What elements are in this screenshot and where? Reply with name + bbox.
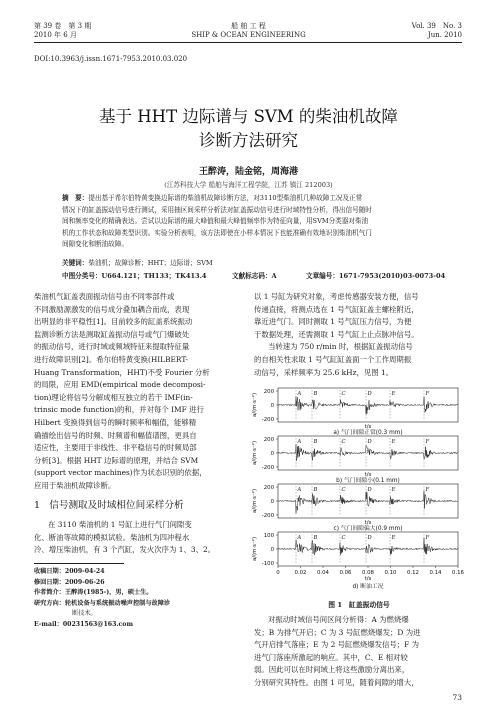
- text-line: Hilbert 变换得到信号的瞬时频率和幅值，能够精: [34, 417, 197, 427]
- author-email: E-mail：00231563@163.com: [34, 620, 133, 628]
- text-line: 对振动时域信号间区间分析得：A 为燃烧爆: [268, 615, 409, 624]
- signal-trace: [278, 397, 458, 415]
- text-line: 的自相关性求取 1 号气缸缸盖面一个工作周期振: [254, 354, 412, 364]
- text-line: 气开启排气落座；E 为 2 号缸燃烧爆发信号；F 为: [254, 640, 420, 650]
- abstract-line: 机的工作状态和故障类型识别。实验分析表明，该方法即使在小样本情况下也能准确有效地识别柴油机气门: [62, 228, 372, 237]
- event-label: C: [341, 439, 346, 445]
- x-axis-label: t/s: [364, 520, 372, 526]
- text-line: 监测诊断方法是测取缸盖振动信号或气门爆破处: [34, 329, 190, 339]
- text-line: 确描绘出信号的时频、时频谱和幅值谱图，更具自: [34, 430, 197, 440]
- section1-paragraph: [34, 519, 242, 557]
- y-tick-label: -200: [261, 513, 274, 519]
- text-line: 适应性，主要用于非线性、非平稳信号的时频局部: [34, 443, 197, 453]
- right-paragraph-top: [254, 291, 464, 379]
- text-line: 分别研究其特性。由图 1 可见，随着间隙的增大，: [254, 677, 419, 687]
- x-tick-label: 0.10: [384, 570, 397, 576]
- figure-caption: 图 1 缸盖振动信号: [328, 601, 390, 609]
- paper-title-line2: 诊断方法研究: [199, 131, 298, 150]
- y-tick-label: -200: [261, 417, 274, 423]
- y-axis-label: a/(m·s⁻²): [252, 488, 258, 514]
- panel-caption: b) 气门间隙小(0.1 mm): [336, 478, 400, 484]
- event-label: E: [391, 439, 396, 445]
- text-line: 进气门落座所激起的响应。其中，C、E 相对较: [254, 652, 408, 662]
- panel-caption: c) 气门间隙偏大(0.9 mm): [333, 526, 403, 532]
- abstract-label: 摘 要：: [62, 194, 89, 202]
- paper-affiliation: (江苏科技大学 船舶与海洋工程学院，江苏 镇江 212003): [164, 181, 333, 189]
- event-label: F: [425, 487, 430, 493]
- x-axis-label: t/s: [364, 472, 372, 478]
- event-label: A: [297, 535, 302, 541]
- y-tick-label: -100: [261, 561, 274, 567]
- y-tick-label: -200: [261, 465, 274, 471]
- text-line: 化、断油等故障的模拟试验。柴油机为四冲程水: [34, 532, 190, 542]
- received-date: 收稿日期：2009-04-24: [34, 568, 105, 575]
- event-label: D: [367, 487, 372, 493]
- abstract-line: 间隙变化和断油故障。: [62, 240, 128, 249]
- event-label: D: [367, 439, 372, 445]
- x-tick-label: 0: [276, 570, 280, 576]
- event-label: B: [313, 535, 318, 541]
- text-line: (support vector machines)作为状态识别的依据，: [34, 468, 207, 478]
- event-label: B: [313, 439, 318, 445]
- research-direction: 断技术。: [72, 610, 97, 618]
- text-line: trinsic mode function)的和，并对每个 IMF 进行: [34, 405, 204, 415]
- x-tick-label: 0.16: [451, 570, 465, 576]
- event-label: E: [391, 391, 396, 397]
- event-label: C: [341, 487, 346, 493]
- x-tick-label: 0.08: [361, 570, 375, 576]
- paper-title-line1: 基于 HHT 边际谱与 SVM 的柴油机故障: [99, 107, 398, 126]
- abstract-line: 摘 要：提出基于希尔伯特黄变换边际谱的柴油机故障诊断方法，对3110型柴油机几种故障工况及正常: [62, 194, 363, 202]
- journal-date: 2010 年 6 月: [34, 31, 77, 39]
- text-line: 出明显的非平稳性[1]。目前较多的缸盖系统振动: [34, 317, 193, 327]
- section-number: 1: [34, 500, 41, 511]
- y-axis-label: a/(m·s⁻²): [252, 392, 258, 418]
- event-label: E: [391, 487, 396, 493]
- x-axis-label: t/s: [364, 424, 372, 430]
- footnote: [34, 567, 244, 631]
- clc-number: 中图分类号：U664.121；TH133；TK413.4: [62, 272, 207, 280]
- text-line: 动信号，采样频率为 25.6 kHz，见图 1。: [254, 367, 394, 377]
- footnote-rule: [34, 563, 124, 564]
- author-bio: 作者简介：王醉涛(1985-)，男，硕士生。: [34, 589, 153, 597]
- y-tick-label: 0: [270, 451, 274, 457]
- text-line: 发；B 为排气开启；C 为 3 号缸燃烧爆发；D 为进: [254, 627, 421, 637]
- text-line: 弱。因此可以在时间域上将这些激励分离出来，: [254, 665, 410, 675]
- abstract-line: 间和频率变化的精确表达。尝试以边际谱的最大峰值和最大峰值频率作为特征向量，用SVM分类器对柴油: [62, 217, 369, 226]
- event-label: A: [297, 487, 302, 493]
- y-axis-label: a/(m·s⁻²): [252, 440, 258, 466]
- y-tick-label: 200: [263, 437, 274, 443]
- y-tick-label: 100: [263, 533, 274, 539]
- article-number: 文章编号：1671-7953(2010)03-0073-04: [306, 272, 446, 280]
- keywords: [62, 257, 213, 267]
- text-line: 于数据处理，还需测取 1 号气缸上止点脉冲信号。: [254, 329, 419, 339]
- signal-trace: [278, 444, 458, 461]
- event-label: E: [391, 535, 396, 541]
- text-line: 的振动信号，进行时域或频域特征来提取特征量: [34, 342, 190, 352]
- doc-code: 文献标志码：A: [232, 272, 277, 280]
- x-tick-label: 0.12: [406, 570, 420, 576]
- event-label: A: [297, 439, 302, 445]
- journal-volume: 第 39 卷 第 3 期: [34, 22, 92, 30]
- abstract: [62, 193, 446, 251]
- event-label: D: [367, 535, 372, 541]
- page-number: 73: [452, 693, 462, 702]
- text-line: Huang Transformation，HHT)不受 Fourier 分析: [34, 367, 210, 377]
- journal-month: Jun. 2010: [427, 31, 462, 39]
- journal-name: 船 舶 工 程: [231, 22, 266, 30]
- event-label: A: [297, 391, 302, 397]
- x-tick-label: 0.02: [294, 570, 307, 576]
- abstract-line: 情况下的缸盖振动信号进行测试，采用抽区间采样分析法对缸盖振动信号进行时域特性分析，得出信号随时: [62, 205, 372, 214]
- intro-paragraph: [34, 291, 242, 493]
- text-line: 分析[3]。根据 HHT 边际谱的原理，并结合 SVM: [34, 455, 199, 465]
- text-line: tion)理论将信号分解成相互独立的若干 IMF(in-: [34, 392, 193, 402]
- text-line: 传递直接，将测点选在 1 号气缸缸盖主螺栓附近，: [254, 304, 419, 314]
- event-label: F: [425, 391, 430, 397]
- y-tick-label: 200: [263, 389, 274, 395]
- panel-caption: a) 气门间隙正常(0.3 mm): [333, 430, 403, 436]
- journal-issue: Vol. 39 No. 3: [411, 22, 462, 30]
- journal-name-en: SHIP & OCEAN ENGINEERING: [191, 31, 306, 39]
- event-label: B: [313, 487, 318, 493]
- research-direction: 研究方向：轮机设备与系统振动噪声控制与故障诊: [34, 599, 171, 607]
- text-line: 在 3110 柴油机的 1 号缸上进行气门间隙变: [48, 520, 192, 529]
- event-label: F: [425, 439, 430, 445]
- section-title: 信号测取及时域相位间采样分析: [49, 500, 184, 511]
- header-rule: [34, 42, 462, 43]
- event-label: B: [313, 391, 318, 397]
- text-line: 应用于柴油机故障诊断。: [34, 480, 116, 490]
- event-label: F: [425, 535, 430, 541]
- text-line: 当转速为 750 r/min 时，根据缸盖振动信号: [268, 342, 413, 352]
- paper-authors: 王醉涛，陆金铭，周海港: [198, 167, 298, 177]
- x-tick-label: 0.14: [429, 570, 442, 576]
- y-tick-label: 0: [270, 547, 274, 553]
- text-line: 冷、增压柴油机，有 3 个汽缸，发火次序为 1、3、2。: [34, 545, 216, 555]
- text-line: 不同激励源激发的信号成分叠加耦合而成，表现: [34, 304, 190, 314]
- doi: DOI:10.3963/j.issn.1671-7953.2010.03.020: [34, 55, 188, 63]
- y-tick-label: 0: [270, 403, 274, 409]
- text-line: 进行故障识别[2]。希尔伯特黄变换(HILBERT-: [34, 354, 188, 364]
- x-axis-label: t/s: [364, 576, 372, 582]
- text-line: 的局限，应用 EMD(empirical mode decomposi-: [34, 380, 206, 390]
- text-line: 柴油机气缸盖表面振动信号由不同零部件或: [34, 292, 175, 301]
- text-line: 以 1 号缸为研究对象，考虑传感器安装方便，信号: [254, 292, 419, 301]
- keywords-text: 柴油机；故障诊断；HHT；边际谱；SVM: [88, 259, 213, 267]
- revised-date: 修回日期：2009-06-26: [34, 578, 105, 586]
- panel-caption: d) 断油工况: [352, 584, 384, 590]
- y-tick-label: 200: [263, 485, 274, 491]
- event-label: D: [367, 391, 372, 397]
- x-tick-label: 0.04: [316, 570, 330, 576]
- section-heading: [34, 499, 244, 513]
- y-axis-label: a/(m·s⁻²): [252, 536, 258, 562]
- event-label: C: [341, 535, 346, 541]
- event-label: C: [341, 391, 346, 397]
- x-tick-label: 0.06: [339, 570, 352, 576]
- text-line: 靠近进气门。同时测取 1 号气缸压力信号，为便: [254, 317, 412, 327]
- y-tick-label: 0: [270, 499, 274, 505]
- signal-trace: [278, 491, 458, 513]
- right-paragraph-bottom: [254, 614, 464, 690]
- figure-vibration-signals: [250, 382, 466, 598]
- keywords-label: 关键词：: [62, 259, 89, 267]
